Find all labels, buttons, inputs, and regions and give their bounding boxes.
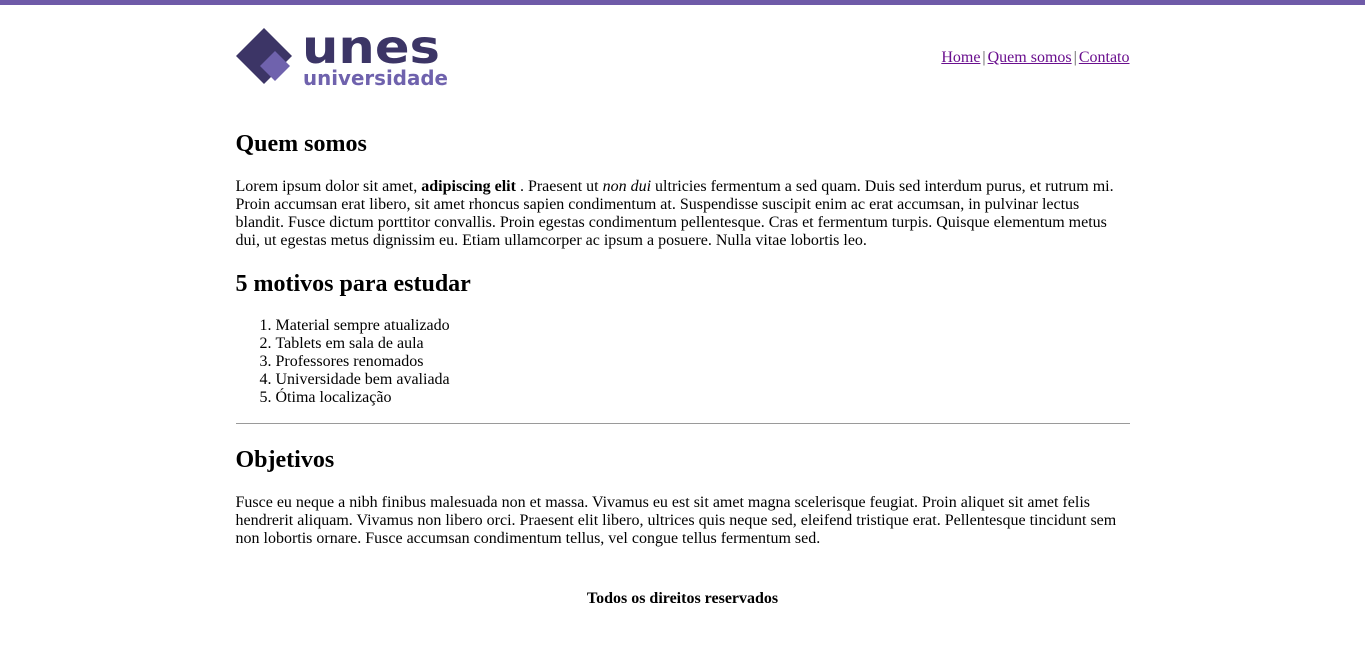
list-item: 1. Material sempre atualizado [276, 317, 1130, 335]
nav-link-quem-somos[interactable]: Quem somos [987, 49, 1072, 66]
about-text-1: Lorem ipsum dolor sit amet, [235, 178, 422, 195]
nav-link-contato[interactable]: Contato [1078, 49, 1130, 66]
logo-word: unes [301, 25, 440, 74]
reasons-heading: 5 motivos para estudar [235, 271, 471, 297]
about-paragraph [236, 178, 1130, 250]
logo-subtitle: universidade [302, 66, 448, 87]
about-text-3: ultricies fermentum a sed quam. Duis sed interdum purus, et rutrum mi. Proin accumsan erat libero, sit amet rhoncus sapien condimentum at. Suspendisse suscipit enim ac erat accumsan, in pulvinar lectus blandit. Fusce dictum porttitor convallis. Proin egestas condimentum pellentesque. Cras et fermentum turpis. Quisque elementum metus dui, ut egestas metus dignissim eu. Etiam ullamcorper ac ipsum a posuere. Nulla vitae lobortis leo. [235, 178, 1114, 249]
nav-separator: | [1073, 49, 1077, 66]
nav-separator: | [982, 49, 986, 66]
footer-copyright: Todos os direitos reservados [586, 590, 779, 607]
logo-diamond-dark-icon [236, 28, 292, 84]
about-bold-text: adipiscing elit [421, 178, 516, 195]
page-container [236, 5, 1130, 608]
reasons-section [236, 270, 1130, 407]
unes-logo[interactable] [236, 25, 451, 87]
list-item: 4. Universidade bem avaliada [276, 371, 1130, 389]
list-item: 3. Professores renomados [276, 353, 1130, 371]
about-text-2: . Praesent ut [515, 178, 603, 195]
reasons-list [236, 317, 1130, 407]
section-divider [236, 423, 1130, 424]
site-footer [236, 590, 1130, 608]
about-section [236, 130, 1130, 250]
about-heading: Quem somos [235, 131, 367, 157]
about-italic-text: non dui [602, 178, 652, 195]
goals-heading: Objetivos [235, 447, 335, 473]
list-item: 2. Tablets em sala de aula [276, 335, 1130, 353]
goals-section [236, 446, 1130, 548]
main-nav [941, 48, 1129, 68]
goals-paragraph: Fusce eu neque a nibh finibus malesuada non et massa. Vivamus eu est sit amet magna scelerisque feugiat. Proin aliquet sit amet felis hendrerit aliquam. Vivamus non libero orci. Praesent elit libero, ultrices quis neque sed, eleifend tristique erat. Pellentesque tincidunt sem non lobortis ornare. Fusce accumsan condimentum tellus, vel congue tellus fermentum sed. [235, 494, 1117, 547]
list-item: 5. Ótima localização [276, 389, 1130, 407]
site-header [236, 5, 1130, 115]
nav-link-home[interactable]: Home [941, 49, 981, 66]
